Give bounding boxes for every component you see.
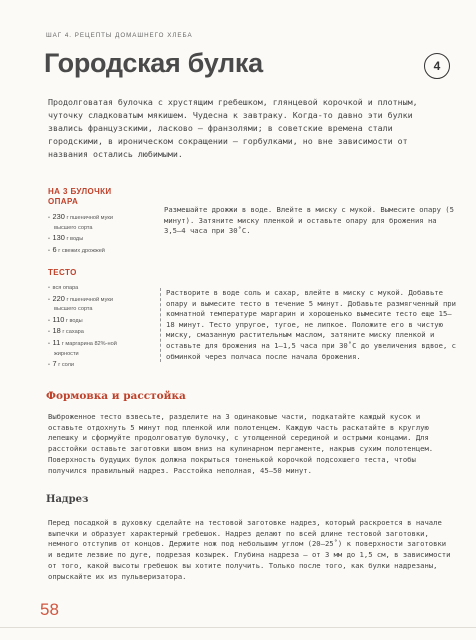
ingredient-item: • 230 г пшеничной муки высшего сорта bbox=[48, 212, 113, 231]
step-label: ШАГ 4. РЕЦЕПТЫ ДОМАШНЕГО ХЛЕБА bbox=[46, 32, 193, 39]
intro-paragraph: Продолговатая булочка с хрустящим гребешком, глянцевой корочкой и плотным, чуточку сладковатым мякишем. Чудесна к завтраку. Когда-то давно эти булки звались французскими, ласково — франзолями; в советские времена стали городскими, в ироническом сокращении — горбулками, но вне зависимости от названия остались любимыми. bbox=[48, 97, 418, 160]
incision-paragraph: Перед посадкой в духовку сделайте на тестовой заготовке надрез, который раскроется в начале выпечки и образует характерный гребешок. Надрез делают по всей длине тестовой заготовки, немного отступив от концов. Держите нож под небольшим углом (20–25˚) к поверхности заготовки и ведите лезвие по дуге, подрезая козырек. Глубина надреза — от 3 мм до 1,5 см, в зависимости от того, какой высоты гребешок вы хотите получить. Только после того, как булки надрезаны, опрыскайте их из пульверизатора. bbox=[48, 518, 451, 581]
ingredient-item: • 11 г маргарина 82%-ной жирности bbox=[48, 337, 117, 357]
step-number-badge: 4 bbox=[424, 53, 450, 79]
ingredient-item: • 18 г сахара bbox=[48, 326, 84, 336]
ingredient-item: • 130 г воды bbox=[48, 233, 84, 243]
ingredient-item: • 7 г соли bbox=[48, 359, 75, 369]
forming-heading: Формовка и расстойка bbox=[46, 390, 186, 402]
page-title: Городская булка bbox=[44, 48, 263, 78]
footer-divider bbox=[0, 627, 476, 628]
ingredient-item: • вся опара bbox=[48, 285, 79, 291]
testo-instructions: Растворите в воде соль и сахар, влейте в миску с мукой. Добавьте опару и вымесите тесто в течение 5 минут. Добавьте размягченный при комнатной температуре маргарин и хорошенько вымесите тесто еще 15–18 минут. Тесто упругое, тугое, не липкое. Положите его в чистую миску, смазанную растительным маслом, затяните миску пленкой и оставьте для брожения на 1–1,5 часа при 30˚С до увеличения вдвое, с обминкой через полчаса после начала брожения. bbox=[160, 288, 456, 362]
ingredient-item: • 110 г воды bbox=[48, 314, 83, 324]
opara-label: ОПАРА bbox=[48, 197, 79, 206]
opara-ingredients bbox=[48, 212, 148, 256]
testo-label: ТЕСТО bbox=[48, 268, 77, 277]
ingredient-item: • 6 г свежих дрожжей bbox=[48, 244, 105, 254]
ingredient-item: • 220 г пшеничной муки высшего сорта bbox=[48, 293, 113, 313]
testo-ingredients bbox=[48, 284, 148, 371]
yield-label: НА 3 БУЛОЧКИ bbox=[48, 187, 112, 196]
forming-paragraph: Выброженное тесто взвесьте, разделите на 3 одинаковые части, подкатайте каждый кусок и оставьте отдохнуть 5 минут под пленкой или полотенцем. Каждую часть раскатайте в круглую лепешку и сформуйте продолговатую булочку, с утолщенной серединой и острыми концами. Для расстойки оставьте заготовки швом вниз на кулинарном пергаменте, накрыв сухим полотенцем. Поверхность будущих булок должна покрыться тоненькой корочкой подсохшего теста, чтобы получился правильный надрез. Расстойка неполная, 45–50 минут. bbox=[48, 412, 434, 475]
page-number: 58 bbox=[40, 600, 59, 619]
incision-heading: Надрез bbox=[46, 494, 89, 505]
opara-instructions: Размешайте дрожжи в воде. Влейте в миску с мукой. Вымесите опару (5 минут). Затяните миску пленкой и оставьте опару для брожения на 3,5–4 часа при 30˚С. bbox=[164, 205, 454, 236]
